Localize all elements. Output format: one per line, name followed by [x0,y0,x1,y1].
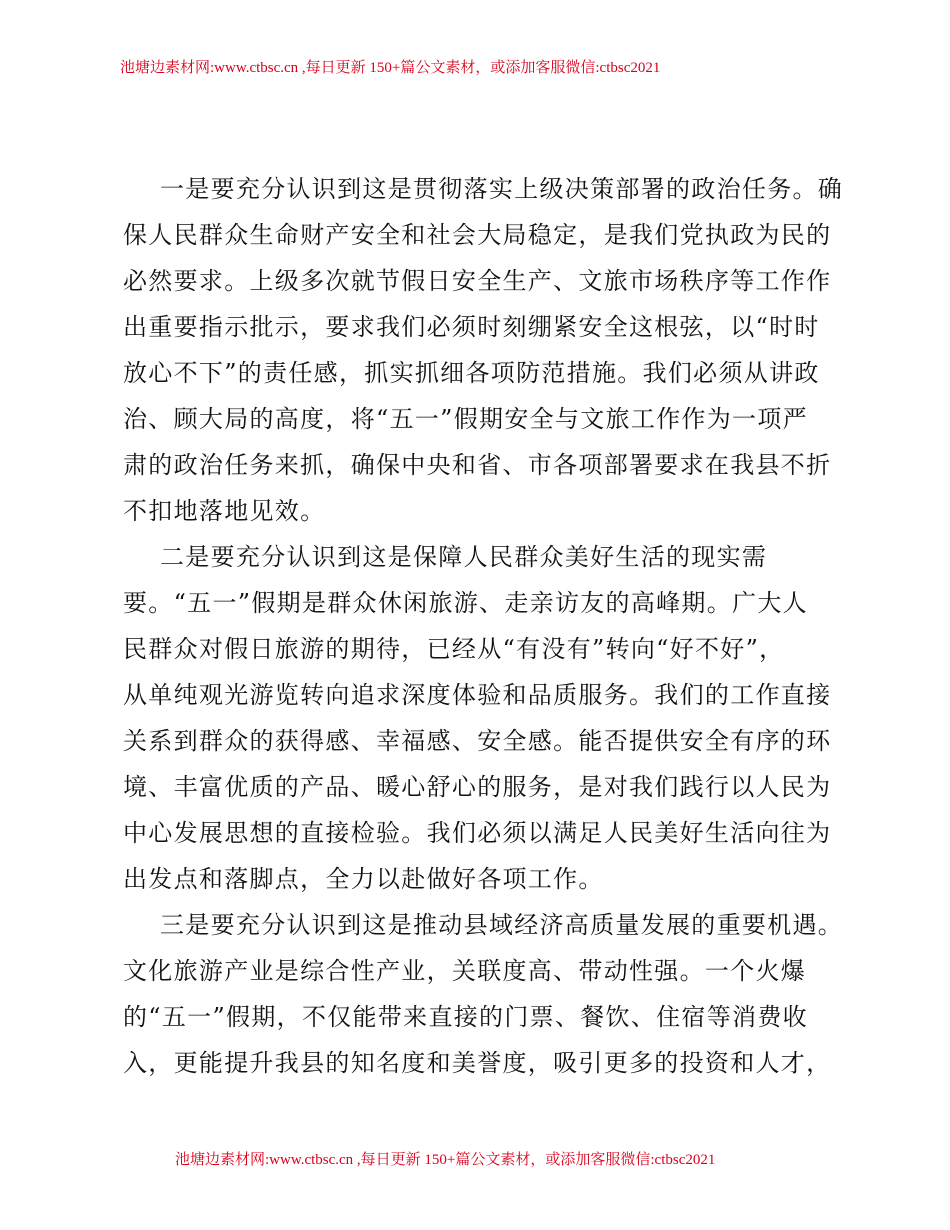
paragraph-line: 文化旅游产业是综合性产业，关联度高、带动性强。一个火爆 [123,957,807,985]
paragraph-line: 民群众对假日旅游的期待，已经从“有没有”转向“好不好”， [123,635,785,663]
paragraph-3 [123,902,844,1086]
paragraph-line: 从单纯观光游览转向追求深度体验和品质服务。我们的工作直接 [123,681,832,709]
paragraph-line: 的“五一”假期，不仅能带来直接的门票、餐饮、住宿等消费收 [123,1003,808,1031]
paragraph-line: 境、丰富优质的产品、暖心舒心的服务，是对我们践行以人民为 [123,773,832,801]
header-watermark: 池塘边素材网:www.ctbsc.cn ,每日更新 150+篇公文素材，或添加客服微信:ctbsc2021 [120,60,661,76]
paragraph-line: 保人民群众生命财产安全和社会大局稳定，是我们党执政为民的 [123,221,832,249]
paragraph-line: 放心不下”的责任感，抓实抓细各项防范措施。我们必须从讲政 [123,359,820,387]
paragraph-line: 关系到群众的获得感、幸福感、安全感。能否提供安全有序的环 [123,727,832,755]
paragraph-line: 一是要充分认识到这是贯彻落实上级决策部署的政治任务。确 [160,175,844,203]
document-body [123,166,844,1086]
paragraph-line: 入，更能提升我县的知名度和美誉度，吸引更多的投资和人才， [123,1049,832,1077]
paragraph-line: 出发点和落脚点，全力以赴做好各项工作。 [123,865,604,893]
paragraph-line: 要。“五一”假期是群众休闲旅游、走亲访友的高峰期。广大人 [123,589,808,617]
footer-watermark: 池塘边素材网:www.ctbsc.cn ,每日更新 150+篇公文素材，或添加客服微信:ctbsc2021 [175,1152,716,1168]
paragraph-line: 中心发展思想的直接检验。我们必须以满足人民美好生活向往为 [123,819,832,847]
paragraph-line: 三是要充分认识到这是推动县域经济高质量发展的重要机遇。 [160,911,844,939]
paragraph-line: 肃的政治任务来抓，确保中央和省、市各项部署要求在我县不折 [123,451,832,479]
paragraph-line: 二是要充分认识到这是保障人民群众美好生活的现实需 [160,543,768,571]
paragraph-line: 必然要求。上级多次就节假日安全生产、文旅市场秩序等工作作 [123,267,832,295]
paragraph-2 [123,534,831,902]
paragraph-line: 出重要指示批示，要求我们必须时刻绷紧安全这根弦，以“时时 [123,313,820,341]
paragraph-line: 不扣地落地见效。 [123,497,326,525]
paragraph-1 [123,166,844,534]
paragraph-line: 治、顾大局的高度，将“五一”假期安全与文旅工作作为一项严 [123,405,808,433]
